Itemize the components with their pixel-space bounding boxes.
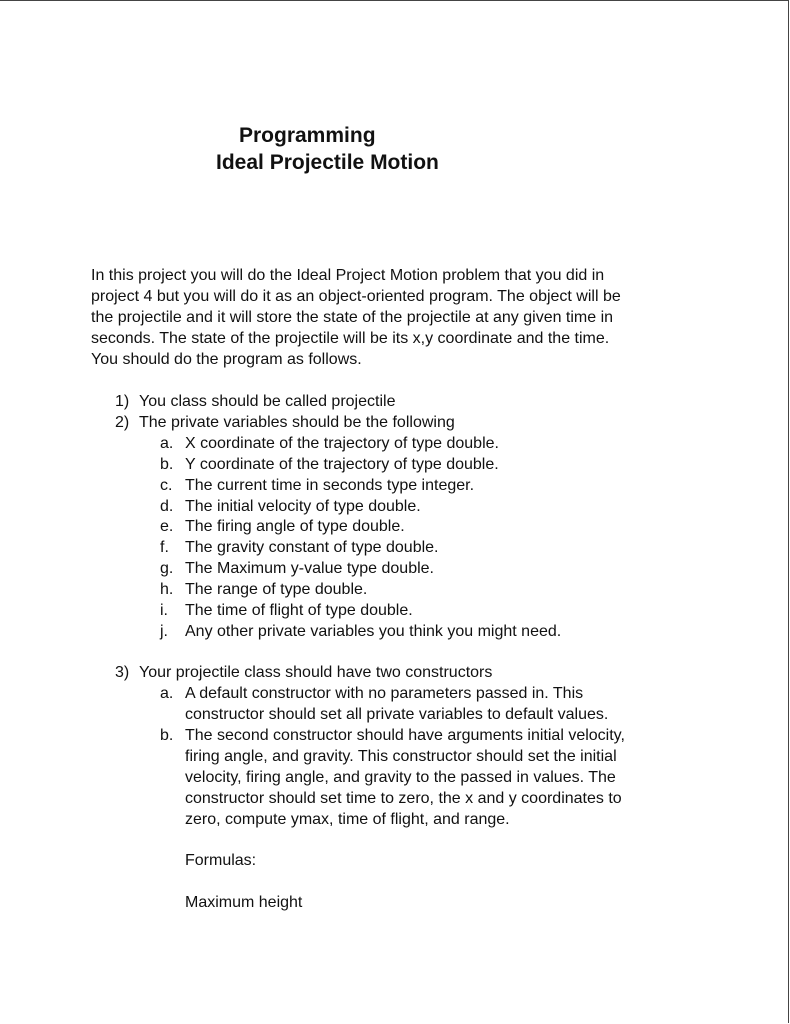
formulas-label: Formulas: — [185, 852, 257, 869]
intro-line: project 4 but you will do it as an object-oriented program. The object will be — [91, 288, 621, 305]
sub-item-e — [160, 516, 405, 537]
intro-line: the projectile and it will store the state of the projectile at any given time in — [91, 309, 614, 326]
sub-marker: i. — [160, 602, 168, 619]
sub-item-text: The time of flight of type double. — [185, 602, 413, 619]
list-item-3 — [115, 662, 492, 683]
sub-marker: j. — [160, 623, 168, 640]
title-line-2: Ideal Projectile Motion — [216, 151, 439, 174]
sub-item-text: Any other private variables you think you might need. — [185, 623, 562, 640]
title-line-1: Programming — [239, 124, 376, 147]
sub-item-h — [160, 579, 367, 600]
constructor-b-continuation: zero, compute ymax, time of flight, and range. — [185, 811, 510, 828]
list-marker: 3) — [115, 664, 130, 681]
constructor-a — [160, 683, 583, 704]
intro-line: seconds. The state of the projectile will be its x,y coordinate and the time. — [91, 330, 610, 347]
constructor-b — [160, 725, 625, 746]
list-marker: 2) — [115, 414, 130, 431]
constructor-b-continuation: constructor should set time to zero, the x and y coordinates to — [185, 790, 622, 807]
sub-marker: c. — [160, 477, 173, 494]
sub-item-f — [160, 537, 438, 558]
constructor-b-continuation: firing angle, and gravity. This constructor should set the initial — [185, 748, 617, 765]
sub-marker: g. — [160, 560, 174, 577]
constructor-b-line: The second constructor should have arguments initial velocity, — [185, 727, 625, 744]
intro-line: In this project you will do the Ideal Project Motion problem that you did in — [91, 267, 605, 284]
sub-item-a — [160, 433, 499, 454]
max-height-label: Maximum height — [185, 894, 303, 911]
constructor-a-continuation: constructor should set all private variables to default values. — [185, 706, 609, 723]
sub-item-text: Y coordinate of the trajectory of type double. — [185, 456, 499, 473]
sub-item-text: The gravity constant of type double. — [185, 539, 439, 556]
intro-line: You should do the program as follows. — [91, 351, 362, 368]
sub-marker: b. — [160, 727, 174, 744]
list-item-text: You class should be called projectile — [139, 393, 396, 410]
list-marker: 1) — [115, 393, 130, 410]
list-item-1 — [115, 391, 395, 412]
sub-marker: a. — [160, 685, 174, 702]
sub-item-text: The current time in seconds type integer. — [185, 477, 475, 494]
sub-item-j — [160, 621, 561, 642]
sub-marker: e. — [160, 518, 174, 535]
sub-item-i — [160, 600, 413, 621]
sub-marker: d. — [160, 498, 174, 515]
sub-item-text: The initial velocity of type double. — [185, 498, 421, 515]
sub-item-b — [160, 454, 499, 475]
sub-item-c — [160, 475, 474, 496]
sub-item-text: X coordinate of the trajectory of type double. — [185, 435, 499, 452]
sub-marker: b. — [160, 456, 174, 473]
constructor-a-line: A default constructor with no parameters passed in. This — [185, 685, 584, 702]
sub-marker: h. — [160, 581, 174, 598]
list-item-2 — [115, 412, 455, 433]
list-item-text: The private variables should be the following — [139, 414, 455, 431]
sub-item-text: The Maximum y-value type double. — [185, 560, 434, 577]
list-item-text: Your projectile class should have two constructors — [139, 664, 493, 681]
sub-item-text: The firing angle of type double. — [185, 518, 405, 535]
sub-marker: a. — [160, 435, 174, 452]
sub-item-g — [160, 558, 434, 579]
intro-paragraph — [91, 265, 711, 370]
sub-item-d — [160, 496, 421, 517]
constructor-b-continuation: velocity, firing angle, and gravity to the passed in values. The — [185, 769, 616, 786]
sub-marker: f. — [160, 539, 169, 556]
sub-item-text: The range of type double. — [185, 581, 368, 598]
